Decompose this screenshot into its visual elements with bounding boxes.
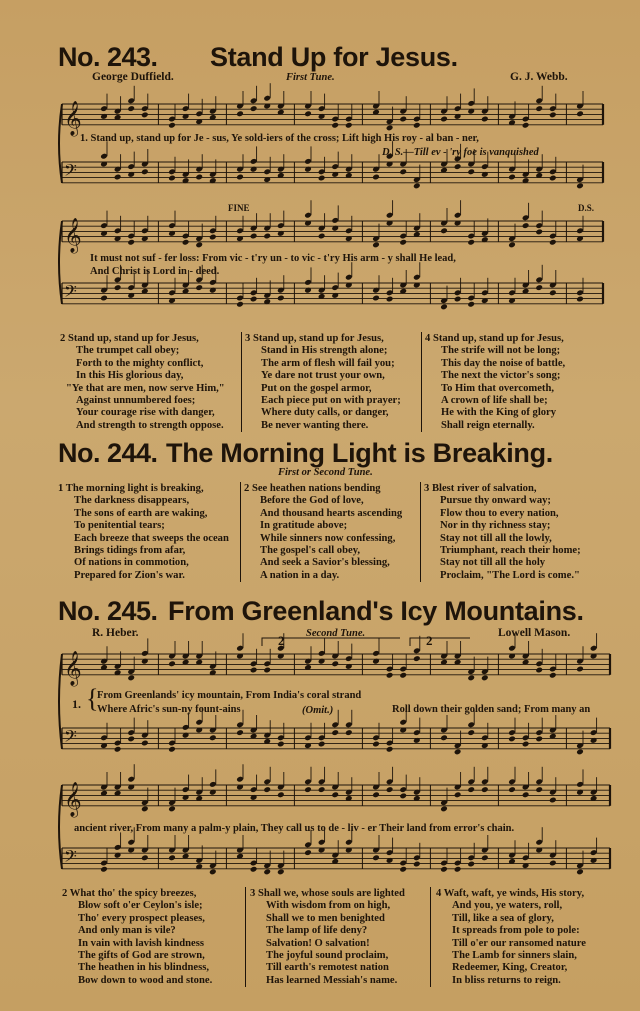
note-head <box>168 660 176 667</box>
hymn-244-verse-3: 3 Blest river of salvation, Pursue thy onward way; Flow thou to every nation, Nor in thy richness stay; Stay not till all the lowly, Triumphant, reach their home; Stay not till all the holy Proclaim, "The Lord is come." <box>424 483 581 581</box>
note-head <box>481 786 489 793</box>
note-head <box>522 741 530 748</box>
note-head <box>168 122 176 129</box>
note-head <box>440 805 448 812</box>
hymn-243-fine-mark: FINE <box>228 203 250 213</box>
hymn-245-omit: (Omit.) <box>302 705 334 716</box>
note-head <box>386 124 394 131</box>
hymn-245-verse-3: 3 Shall we, whose souls are lighted With wisdom from on high, Shall we to men benighted The lamp of life deny? Salvation! O salvation! The joyful sound proclaim, Till earth's remotest nation Has learned Messiah's name. <box>250 888 405 986</box>
note-head <box>454 748 462 755</box>
bass-clef-icon: 𝄢 <box>64 280 77 305</box>
note-head <box>454 866 462 873</box>
note-head <box>576 666 584 673</box>
note-head <box>277 868 285 875</box>
hymn-245-author: R. Heber. <box>92 627 139 639</box>
note-head <box>209 734 217 741</box>
note-head <box>141 168 149 175</box>
note-head <box>209 868 217 875</box>
hymn-244-title: The Morning Light is Breaking. <box>166 438 554 468</box>
hymn-245-lyric-line-1b: Where Afric's sun-ny fount-ains <box>97 704 241 715</box>
note-head <box>467 239 475 246</box>
note-head <box>481 116 489 123</box>
note-head <box>263 786 271 793</box>
hymn-243-composer: G. J. Webb. <box>510 71 568 83</box>
note-head <box>535 284 543 291</box>
note-head <box>100 866 108 873</box>
hymn-244-number: No. 244. <box>58 438 158 468</box>
note-head <box>467 861 475 868</box>
note-head <box>440 734 448 741</box>
treble-clef-icon: 𝄞 <box>64 781 82 817</box>
note-head <box>399 116 407 123</box>
note-head <box>399 792 407 799</box>
column-divider <box>245 887 246 987</box>
note-head <box>467 729 475 736</box>
bass-clef-icon: 𝄢 <box>64 725 77 750</box>
note-head <box>127 239 135 246</box>
note-head <box>250 866 258 873</box>
hymn-245-number: No. 245. <box>58 596 158 626</box>
note-head <box>508 241 516 248</box>
column-divider <box>420 482 421 582</box>
note-head <box>277 295 285 302</box>
note-head <box>467 168 475 175</box>
hymn-245-lyric-line-1c: Roll down their golden sand; From many an <box>392 704 591 715</box>
note-head <box>535 228 543 235</box>
hymn-245-volta-mark-1: 2 <box>278 633 285 648</box>
note-head <box>549 175 557 182</box>
note-head <box>195 241 203 248</box>
note-head <box>508 174 516 181</box>
note-head <box>440 303 448 310</box>
note-head <box>549 111 557 118</box>
hymn-245-lyric-line-2: ancient river, From many a palm-y plain, They call us to de - liv - er Their land from error's chain. <box>74 823 515 834</box>
note-head <box>168 746 176 753</box>
note-head <box>440 116 448 123</box>
note-head <box>467 301 475 308</box>
note-head <box>440 866 448 873</box>
note-head <box>535 667 543 674</box>
note-head <box>345 729 353 736</box>
note-head <box>549 672 557 679</box>
note-head <box>413 655 421 662</box>
note-head <box>372 854 380 861</box>
note-head <box>467 786 475 793</box>
column-divider <box>241 332 242 432</box>
note-head <box>522 222 530 229</box>
note-head <box>250 667 258 674</box>
hymn-245-composer: Lowell Mason. <box>498 627 571 639</box>
note-head <box>481 674 489 681</box>
column-divider <box>421 332 422 432</box>
note-head <box>399 672 407 679</box>
note-head <box>318 175 326 182</box>
note-head <box>168 175 176 182</box>
hymn-245-verse-4: 4 Waft, waft, ye winds, His story, And you, ye waters, roll, Till, like a sea of glory, It spreads from pole to pole: Till o'er our ransomed nature The Lamb for sinners slain, Redeemer, King, Creator, In bliss returns to reign. <box>436 888 586 986</box>
hymn-245-volta-mark-2: 2 <box>426 633 433 648</box>
brace: { <box>86 684 99 713</box>
note-head <box>440 227 448 234</box>
note-head <box>195 174 203 181</box>
note-head <box>522 122 530 129</box>
hymn-244-verse-2: 2 See heathen nations bending Before the God of love, And thousand hearts ascending In gratitude above; While sinners now confessing, The gospel's call obey, And seek a Savior's blessing, A nation in a day. <box>244 483 403 581</box>
hymn-245-tune: Second Tune. <box>306 628 366 639</box>
note-head <box>141 111 149 118</box>
note-head <box>168 805 176 812</box>
hymn-243-verse-3: 3 Stand up, stand up for Jesus, Stand in His strength alone; The arm of flesh will fail you; Ye dare not trust your own, Put on the gospel armor, Each piece put on with prayer; Where duty calls, or danger, Be never wanting there. <box>245 333 401 431</box>
note-head <box>304 786 312 793</box>
note-head <box>413 182 421 189</box>
note-head <box>209 234 217 241</box>
note-head <box>236 110 244 117</box>
hymn-245-title: From Greenland's Icy Mountains. <box>168 596 584 626</box>
note-head <box>576 296 584 303</box>
hymn-243-number: No. 243. <box>58 42 158 72</box>
note-head <box>454 163 462 170</box>
note-head <box>467 674 475 681</box>
note-head <box>168 854 176 861</box>
note-head <box>386 672 394 679</box>
note-head <box>549 289 557 296</box>
note-head <box>508 786 516 793</box>
note-head <box>304 110 312 117</box>
note-head <box>318 786 326 793</box>
hymn-243-lyric-line-4: And Christ is Lord in - deed. <box>90 266 220 277</box>
note-head <box>250 105 258 112</box>
hymn-245-lyric-line-1a: From Greenlands' icy mountain, From India's coral strand <box>97 690 362 701</box>
note-head <box>522 791 530 798</box>
note-head <box>399 866 407 873</box>
note-head <box>114 174 122 181</box>
note-head <box>304 849 312 856</box>
note-head <box>250 233 258 240</box>
note-head <box>141 854 149 861</box>
note-head <box>549 797 557 804</box>
note-head <box>263 233 271 240</box>
note-head <box>576 868 584 875</box>
note-head <box>277 791 285 798</box>
hymn-244-tune: First or Second Tune. <box>278 467 373 478</box>
hymn-243-author: George Duffield. <box>92 71 174 83</box>
note-head <box>549 239 557 246</box>
note-head <box>141 805 149 812</box>
note-head <box>576 110 584 117</box>
note-head <box>454 791 462 798</box>
hymn-244-verse-1: 1 The morning light is breaking, The darkness disappears, The sons of earth are waking, To penitential tears; Each breeze that sweeps the ocean Brings tidings from afar, Of nations in commotion, Prepared for Zion's war. <box>58 483 229 581</box>
note-head <box>114 284 122 291</box>
note-head <box>535 105 543 112</box>
note-head <box>250 296 258 303</box>
note-head <box>386 746 394 753</box>
hymn-243-lyric-ds: D. S.—Till ev - 'ry foe is vanquished <box>382 147 539 158</box>
hymn-243-verse-4: 4 Stand up, stand up for Jesus, The strife will not be long; This day the noise of battle, The next the victor's song; To Him that overcometh, A crown of life shall be; He with the King of glory Shall reign eternally. <box>425 333 566 431</box>
note-head <box>141 740 149 747</box>
note-head <box>331 122 339 129</box>
note-head <box>399 168 407 175</box>
note-head <box>182 239 190 246</box>
hymn-243-lyric-line-3: It must not suf - fer loss: From vic - t'ry un - to vic - t'ry His arm - y shall He lead, <box>90 253 456 264</box>
hymn-243-tune: First Tune. <box>286 72 335 83</box>
note-head <box>127 735 135 742</box>
note-head <box>372 241 380 248</box>
hymn-243-lyric-line-1: 1. Stand up, stand up for Je - sus, Ye sold-iers of the cross; Lift high His roy - al ban - ner, <box>80 133 479 144</box>
hymn-243-title: Stand Up for Jesus. <box>210 42 458 72</box>
note-head <box>549 860 557 867</box>
note-head <box>481 854 489 861</box>
note-head <box>331 729 339 736</box>
note-head <box>318 233 326 240</box>
column-divider <box>240 482 241 582</box>
hymn-245-verse-2: 2 What tho' the spicy breezes, Blow soft o'er Ceylon's isle; Tho' every prospect pleases, And only man is vile? In vain with lavish kindness The gifts of God are strown, The heathen in his blindness, Bow down to wood and stone. <box>62 888 213 986</box>
note-head <box>508 735 516 742</box>
note-head <box>195 284 203 291</box>
note-head <box>127 674 135 681</box>
treble-clef-icon: 𝄞 <box>64 100 82 136</box>
note-head <box>331 791 339 798</box>
note-head <box>576 182 584 189</box>
note-head <box>318 741 326 748</box>
note-head <box>100 295 108 302</box>
note-head <box>331 660 339 667</box>
note-head <box>114 746 122 753</box>
note-head <box>413 122 421 129</box>
note-head <box>535 786 543 793</box>
treble-clef-icon: 𝄞 <box>64 650 82 686</box>
note-head <box>535 735 543 742</box>
note-head <box>345 122 353 129</box>
bass-clef-icon: 𝄢 <box>64 159 77 184</box>
note-head <box>372 295 380 302</box>
bass-clef-icon: 𝄢 <box>64 845 77 870</box>
note-head <box>386 296 394 303</box>
note-head <box>127 105 135 112</box>
note-head <box>236 174 244 181</box>
note-head <box>399 239 407 246</box>
note-head <box>263 868 271 875</box>
hymn-245-verse-number: 1. <box>72 697 81 711</box>
note-head <box>413 861 421 868</box>
note-head <box>263 667 271 674</box>
note-head <box>372 741 380 748</box>
hymn-243-ds-mark: D.S. <box>578 203 595 213</box>
note-head <box>236 729 244 736</box>
hymn-243-verse-2: 2 Stand up, stand up for Jesus, The trumpet call obey; Forth to the mighty conflict, In this His glorious day, "Ye that are men, now serve Him," Against unnumbered foes; Your courage rise with danger, And strength to strength oppose. <box>60 333 225 431</box>
column-divider <box>430 887 431 987</box>
note-head <box>277 741 285 748</box>
note-head <box>386 786 394 793</box>
note-head <box>372 174 380 181</box>
note-head <box>576 748 584 755</box>
note-head <box>372 791 380 798</box>
note-head <box>236 301 244 308</box>
treble-clef-icon: 𝄞 <box>64 217 82 253</box>
note-head <box>454 296 462 303</box>
